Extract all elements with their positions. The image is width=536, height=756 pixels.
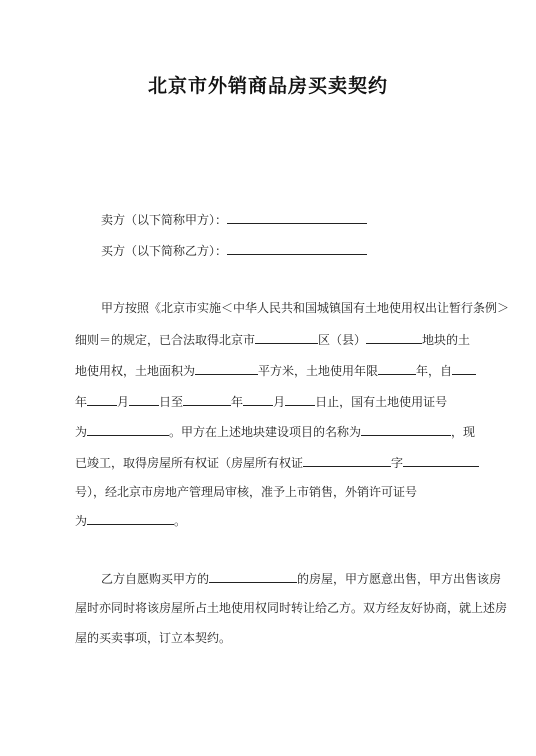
document-title: 北京市外销商品房买卖契约 [147, 75, 388, 97]
end-month-blank[interactable] [243, 393, 273, 406]
para1-text: 为 [75, 425, 88, 439]
property-cert-blank[interactable] [303, 454, 391, 467]
seller-blank[interactable] [227, 211, 367, 224]
project-name-blank[interactable] [361, 423, 451, 436]
para1-text: 已竣工，取得房屋所有权证（房屋所有权证 [75, 456, 304, 470]
para1-text: 为 [75, 514, 88, 528]
para2-text: 屋的买卖事项，订立本契约。 [75, 631, 232, 645]
para1-text: 月 [273, 395, 286, 409]
seller-line [101, 211, 367, 228]
para1-text: 日至 [159, 395, 184, 409]
para1-text: 区（县） [318, 333, 367, 347]
para1-text: 。 [174, 514, 187, 528]
para1-text: 月 [117, 395, 130, 409]
city-district-blank[interactable] [255, 331, 318, 344]
house-location-blank[interactable] [209, 570, 297, 583]
para1-line3 [75, 362, 476, 379]
para1-text: 日止，国有土地使用证号 [315, 395, 448, 409]
para1-line1 [101, 300, 509, 316]
start-month-blank[interactable] [87, 393, 117, 406]
seller-label: 卖方（以下简称甲方）： [101, 213, 228, 227]
para2-line3 [75, 630, 231, 646]
para1-text: 。甲方在上述地块建设项目的名称为 [169, 425, 362, 439]
para1-line5 [75, 423, 475, 440]
para1-text: ，现 [451, 425, 476, 439]
start-year-blank[interactable] [452, 362, 476, 375]
para1-text: 细则＝的规定，已合法取得北京市 [75, 333, 256, 347]
end-year-blank[interactable] [183, 393, 231, 406]
land-term-blank[interactable] [378, 362, 416, 375]
start-day-blank[interactable] [129, 393, 159, 406]
land-area-blank[interactable] [195, 362, 258, 375]
para2-line2 [75, 600, 507, 616]
para1-text: 地块的土 [422, 333, 471, 347]
para1-text: 字 [391, 456, 404, 470]
para1-text: 年 [75, 395, 88, 409]
para1-line2 [75, 331, 470, 348]
para1-text: 地使用权，土地面积为 [75, 364, 196, 378]
para1-text: 号），经北京市房地产管理局审核，准予上市销售，外销许可证号 [75, 485, 418, 499]
buyer-line [101, 242, 367, 259]
buyer-label: 买方（以下简称乙方）： [101, 244, 228, 258]
para1-text: 年，自 [416, 364, 453, 378]
para2-line1 [101, 570, 501, 587]
para1-line6 [75, 454, 479, 471]
property-cert-number-blank[interactable] [403, 454, 479, 467]
para2-text: 乙方自愿购买甲方的 [101, 572, 210, 586]
buyer-blank[interactable] [227, 242, 367, 255]
para2-text: 的房屋，甲方愿意出售，甲方出售该房 [297, 572, 502, 586]
para1-text: 甲方按照《北京市实施＜中华人民共和国城镇国有土地使用权出让暂行条例＞ [101, 301, 510, 315]
para2-text: 屋时亦同时将该房屋所占土地使用权同时转让给乙方。双方经友好协商，就上述房 [75, 601, 508, 615]
end-day-blank[interactable] [285, 393, 315, 406]
para1-line7 [75, 484, 417, 500]
para1-text: 年 [231, 395, 244, 409]
para1-line8 [75, 512, 186, 529]
land-cert-number-blank[interactable] [87, 423, 169, 436]
para1-line4 [75, 393, 447, 410]
plot-blank[interactable] [366, 331, 422, 344]
sales-permit-blank[interactable] [87, 512, 174, 525]
para1-text: 平方米，土地使用年限 [258, 364, 379, 378]
